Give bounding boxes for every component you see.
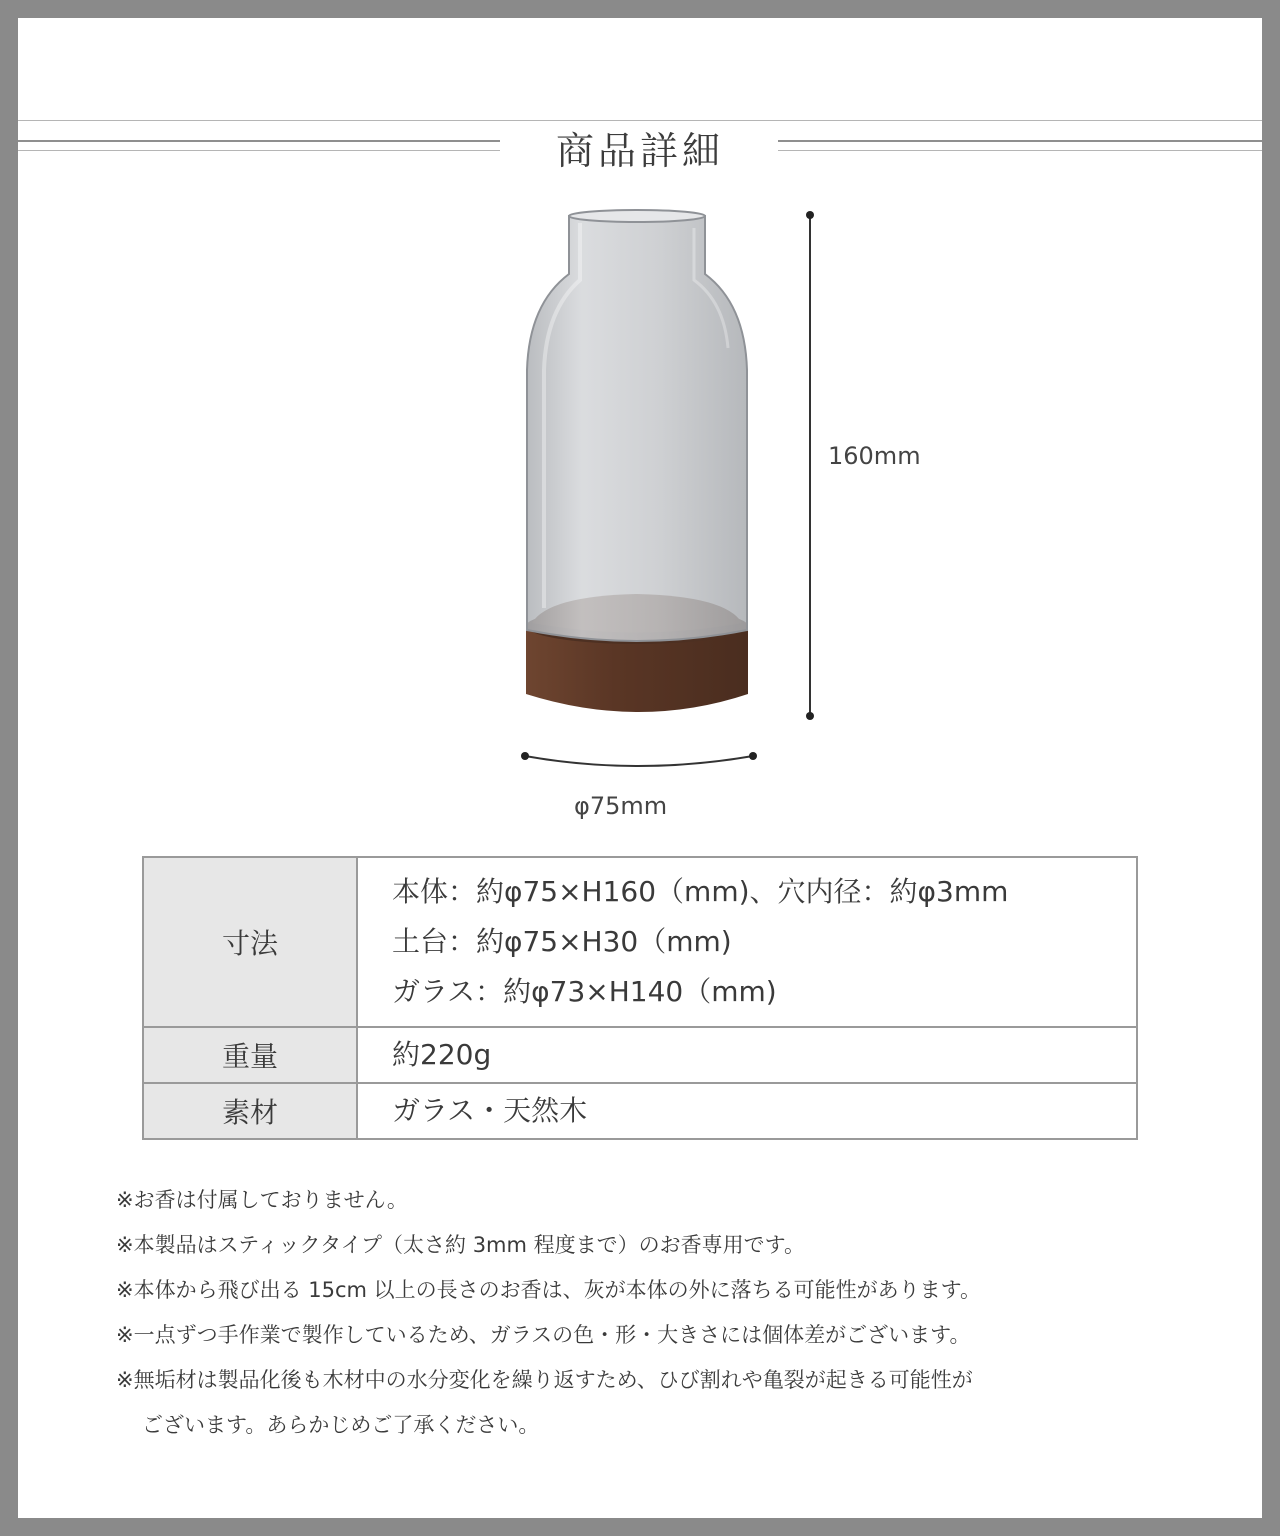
spec-row xyxy=(143,857,1137,1027)
glass-dome xyxy=(527,210,747,641)
spec-key: 重量 xyxy=(143,1027,357,1083)
spec-row xyxy=(143,1083,1137,1139)
page-title: 商品詳細 xyxy=(555,129,724,173)
spec-key: 素材 xyxy=(143,1083,357,1139)
spec-line: 約220g xyxy=(392,1038,492,1071)
note: ※本体から飛び出る 15cm 以上の長さのお香は、灰が本体の外に落ちる可能性があります。 xyxy=(116,1278,981,1302)
note: ※無垢材は製品化後も木材中の水分変化を繰り返すため、ひび割れや亀裂が起きる可能性が xyxy=(116,1368,973,1392)
note: ※お香は付属しておりません。 xyxy=(116,1188,408,1212)
spec-value xyxy=(357,1083,1137,1139)
spec-value xyxy=(357,1027,1137,1083)
spec-line: ガラス：約φ73×H140（mm) xyxy=(392,975,777,1008)
diameter-label: φ75mm xyxy=(574,792,668,820)
spec-line: 本体：約φ75×H160（mm)、穴内径：約φ3mm xyxy=(392,875,1009,908)
page-frame xyxy=(18,18,1262,1518)
spec-value xyxy=(357,857,1137,1027)
spec-key: 寸法 xyxy=(143,857,357,1027)
spec-line: ガラス・天然木 xyxy=(392,1094,588,1127)
product-image xyxy=(18,18,1262,858)
spec-table xyxy=(142,856,1138,1140)
note: ※一点ずつ手作業で製作しているため、ガラスの色・形・大きさには個体差がございます。 xyxy=(116,1323,971,1347)
diameter-dimension xyxy=(521,752,757,766)
height-dimension xyxy=(806,211,814,720)
spec-line: 土台：約φ75×H30（mm) xyxy=(392,925,732,958)
note-continuation: ございます。あらかじめご了承ください。 xyxy=(142,1413,540,1437)
notes xyxy=(116,1178,1196,1448)
height-label: 160mm xyxy=(828,442,921,470)
spec-row xyxy=(143,1027,1137,1083)
note: ※本製品はスティックタイプ（太さ約 3mm 程度まで）のお香専用です。 xyxy=(116,1233,805,1257)
